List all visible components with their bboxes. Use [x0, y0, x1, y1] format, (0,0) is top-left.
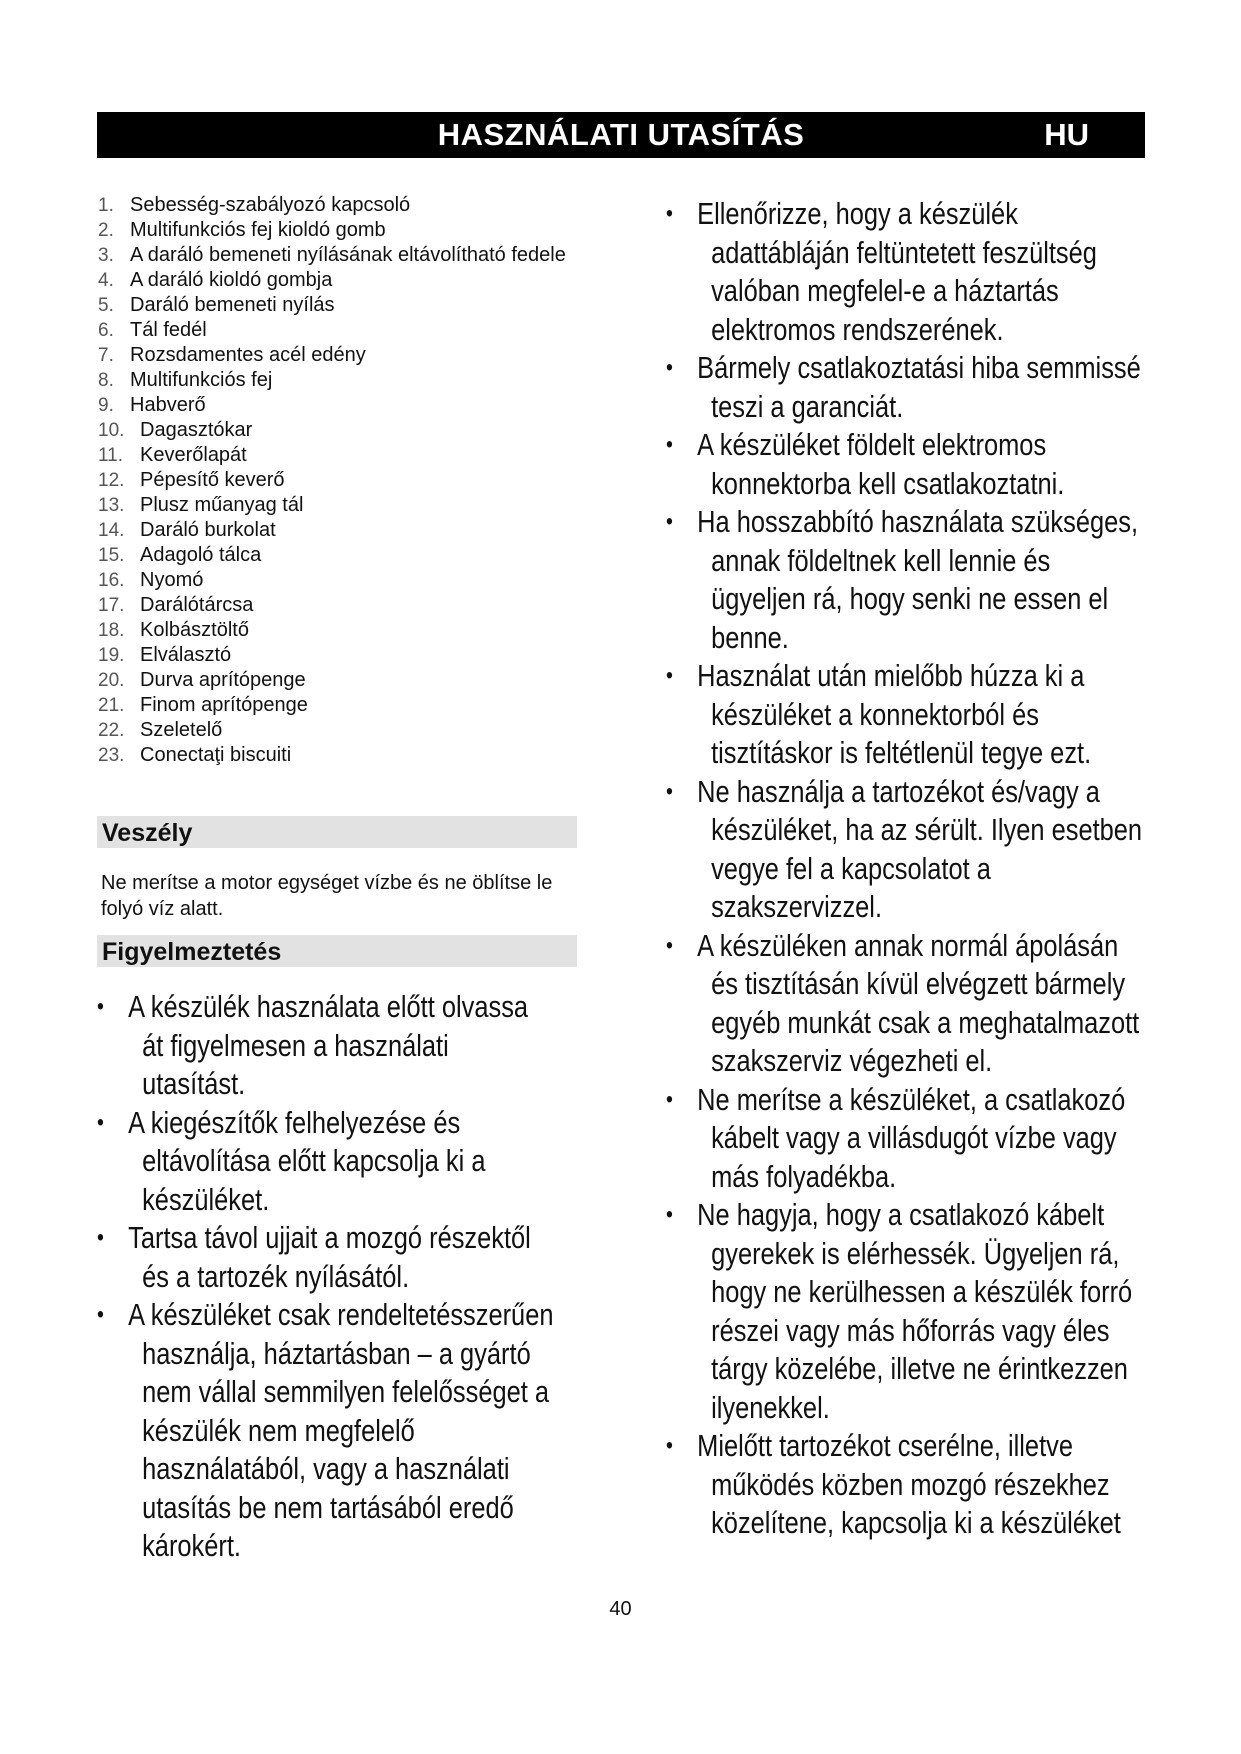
safety-text: • Bármely csatlakoztatási hiba semmissé teszi a garanciát. — [697, 350, 1141, 424]
safety-text: • Ne használja a tartozékot és/vagy a készüléket, ha az sérült. Ilyen esetben vegye fel a kapcsolatot a szakszervizzel. — [697, 773, 1143, 924]
parts-list-item — [98, 318, 578, 343]
part-label: Habverő — [130, 394, 206, 416]
part-label: Pépesítő keverő — [140, 469, 285, 491]
parts-list-item — [98, 518, 578, 543]
part-number: 23. — [98, 745, 125, 766]
part-number: 21. — [98, 695, 125, 716]
danger-heading: Veszély — [97, 816, 577, 848]
part-label: A daráló bemeneti nyílásának eltávolítható fedele — [130, 244, 566, 266]
parts-list-item — [98, 743, 578, 768]
language-code: HU — [1044, 117, 1089, 152]
part-label: Multifunkciós fej kioldó gomb — [130, 219, 386, 241]
part-number: 4. — [98, 270, 114, 291]
parts-list-item — [98, 393, 578, 418]
part-number: 18. — [98, 620, 125, 641]
parts-list-item — [98, 418, 578, 443]
safety-item — [666, 773, 1150, 927]
part-label: Dagasztókar — [140, 419, 253, 441]
parts-list-item — [98, 643, 578, 668]
safety-text: • Ellenőrizze, hogy a készülék adattábláján feltüntetett feszültség valóban megfelel-e a háztartás elektromos rendszerének. — [697, 196, 1097, 347]
part-label: Daráló burkolat — [140, 519, 276, 541]
part-label: Adagoló tálca — [140, 544, 262, 566]
part-number: 8. — [98, 370, 114, 391]
warning-text: • A készülék használata előtt olvassa át figyelmesen a használati utasítást. — [128, 989, 529, 1101]
parts-list-item — [98, 268, 578, 293]
safety-item — [666, 1196, 1150, 1427]
parts-list-item — [98, 243, 578, 268]
part-label: Keverőlapát — [140, 444, 247, 466]
parts-list-item — [98, 193, 578, 218]
part-number: 22. — [98, 720, 125, 741]
part-number: 14. — [98, 520, 125, 541]
part-label: Nyomó — [140, 569, 204, 591]
danger-text: Ne merítse a motor egységet vízbe és ne öblítse le folyó víz alatt. — [101, 872, 553, 920]
part-number: 10. — [98, 420, 125, 441]
part-number: 13. — [98, 495, 125, 516]
safety-text: • Ha hosszabbító használata szükséges, annak földeltnek kell lennie és ügyeljen rá, hogy senki ne essen el benne. — [697, 504, 1139, 655]
parts-list-item — [98, 368, 578, 393]
part-label: Durva aprítópenge — [140, 669, 306, 691]
safety-item — [666, 1427, 1150, 1543]
parts-list-item — [98, 718, 578, 743]
parts-list-item — [98, 468, 578, 493]
part-number: 7. — [98, 345, 114, 366]
warning-heading: Figyelmeztetés — [97, 935, 577, 967]
safety-item — [666, 349, 1150, 426]
safety-text: • Ne merítse a készüléket, a csatlakozó kábelt vagy a villásdugót vízbe vagy más folyadékba. — [697, 1081, 1126, 1194]
safety-list — [666, 195, 1150, 1543]
parts-list — [98, 193, 578, 768]
parts-list-item — [98, 343, 578, 368]
part-number: 3. — [98, 245, 114, 266]
page-header — [97, 112, 1145, 158]
parts-list-item — [98, 218, 578, 243]
warning-item — [97, 1104, 556, 1220]
warning-item — [97, 988, 556, 1104]
part-label: Darálótárcsa — [140, 594, 254, 616]
parts-list-item — [98, 493, 578, 518]
warning-item — [97, 1296, 556, 1566]
part-label: Plusz műanyag tál — [140, 494, 304, 516]
part-number: 2. — [98, 220, 114, 241]
safety-text: • Ne hagyja, hogy a csatlakozó kábelt gyerekek is elérhessék. Ügyeljen rá, hogy ne kerülhessen a készülék forró részei vagy más hőforrás vagy éles tárgy közelébe, illetve ne érintkezzen ilyenekkel. — [697, 1197, 1133, 1425]
part-label: A daráló kioldó gombja — [130, 269, 333, 291]
part-label: Szeletelő — [140, 719, 223, 741]
safety-text: • Mielőtt tartozékot cserélne, illetve működés közben mozgó részekhez közelítene, kapcsolja ki a készüléket — [697, 1428, 1121, 1540]
part-number: 5. — [98, 295, 114, 316]
parts-list-item — [98, 593, 578, 618]
warning-item — [97, 1219, 556, 1296]
part-number: 16. — [98, 570, 125, 591]
part-label: Elválasztó — [140, 644, 232, 666]
part-number: 9. — [98, 395, 114, 416]
part-label: Finom aprítópenge — [140, 694, 308, 716]
part-label: Sebesség-szabályozó kapcsoló — [130, 194, 411, 216]
document-title: HASZNÁLATI UTASÍTÁS — [437, 117, 805, 152]
safety-item — [666, 1081, 1150, 1197]
part-number: 17. — [98, 595, 125, 616]
safety-item — [666, 195, 1150, 349]
parts-list-item — [98, 693, 578, 718]
safety-item — [666, 927, 1150, 1081]
part-number: 6. — [98, 320, 114, 341]
safety-text: • A készüléken annak normál ápolásán és tisztításán kívül elvégzett bármely egyéb munkát csak a meghatalmazott szakszerviz végezheti el. — [697, 927, 1140, 1078]
part-number: 1. — [98, 195, 114, 216]
part-number: 20. — [98, 670, 125, 691]
warning-text: • A kiegészítők felhelyezése és eltávolítása előtt kapcsolja ki a készüléket. — [128, 1104, 486, 1217]
parts-list-item — [98, 618, 578, 643]
part-label: Conectaţi biscuiti — [140, 744, 292, 766]
part-label: Daráló bemeneti nyílás — [130, 294, 335, 316]
warning-text: • Tartsa távol ujjait a mozgó részektől és a tartozék nyílásától. — [128, 1220, 531, 1294]
parts-list-item — [98, 443, 578, 468]
part-label: Rozsdamentes acél edény — [130, 344, 366, 366]
safety-text: • Használat után mielőbb húzza ki a készüléket a konnektorból és tisztításkor is feltétlenül tegye ezt. — [697, 658, 1092, 770]
part-label: Tál fedél — [130, 319, 207, 341]
part-label: Kolbásztöltő — [140, 619, 249, 641]
warning-text: • A készüléket csak rendeltetésszerűen használja, háztartásban – a gyártó nem vállal semmilyen felelősséget a készülék nem megfelelő használatából, vagy a használati utasítás be nem tartásából eredő károkért. — [128, 1297, 554, 1563]
parts-list-item — [98, 568, 578, 593]
safety-item — [666, 503, 1150, 657]
warning-list — [97, 988, 556, 1566]
part-label: Multifunkciós fej — [130, 369, 273, 391]
parts-list-item — [98, 543, 578, 568]
parts-list-item — [98, 668, 578, 693]
safety-item — [666, 426, 1150, 503]
part-number: 12. — [98, 470, 125, 491]
safety-item — [666, 657, 1150, 773]
page-number: 40 — [609, 1598, 632, 1620]
part-number: 15. — [98, 545, 125, 566]
parts-list-item — [98, 293, 578, 318]
safety-text: • A készüléket földelt elektromos konnektorba kell csatlakoztatni. — [697, 427, 1065, 501]
part-number: 19. — [98, 645, 125, 666]
part-number: 11. — [98, 445, 124, 466]
